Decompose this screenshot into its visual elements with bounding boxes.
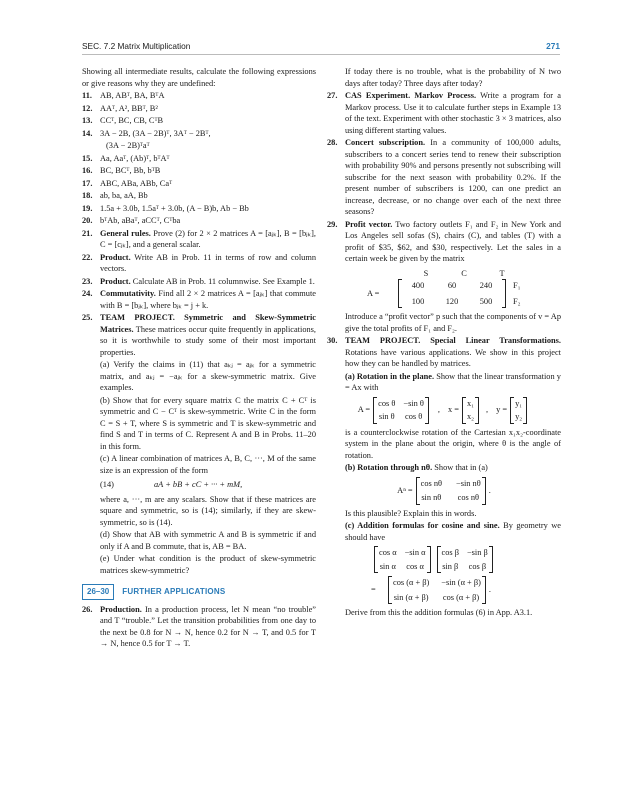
problem-30c: (c) Addition formulas for cosine and sine. By geometry we should have — [345, 521, 561, 542]
section-heading — [82, 584, 316, 600]
exercise-number: 20. — [82, 216, 93, 225]
problem-22: 22. Product. Write AB in Prob. 11 in terms of row and column vectors. — [82, 252, 316, 273]
problem-30a-cont: is a counterclockwise rotation of the Cartesian x₁x₂-coordinate system in the plane about the origin, where θ is the angle of rotation. — [345, 427, 561, 460]
exercise-item — [82, 190, 316, 202]
exercise-text: ABC, ABa, ABb, Caᵀ — [100, 178, 173, 188]
problem-30c-cont: Derive from this the addition formulas (6) in App. A3.1. — [345, 608, 533, 617]
left-column — [82, 66, 316, 651]
problem-25c-cont: where a, ···, m are any scalars. Show that if these matrices are square and symmetric, so is (14); similarly, if they are skew-symmetric, so is (14). — [100, 494, 316, 527]
problem-23: 23. Product. Calculate AB in Prob. 11 columnwise. See Example 1. — [82, 276, 315, 286]
exercise-text: ab, ba, aA, Bb — [100, 191, 148, 200]
problem-21: 21. General rules. Prove (2) for 2 × 2 matrices A = [aⱼₖ], B = [bⱼₖ], C = [cⱼₖ], and a general scalar. — [82, 228, 317, 249]
sales-matrix: S C T A = 400 60 240 100 120 500 F₁ F₂ — [367, 268, 561, 309]
exercise-item — [82, 115, 316, 127]
exercise-item — [82, 215, 316, 227]
problem-25d: (d) Show that AB with symmetric A and B is symmetric if and only if A and B commute, that is, AB = BA. — [100, 530, 316, 551]
exercise-number: 11. — [82, 91, 92, 100]
exercise-number: 17. — [82, 178, 93, 188]
exercise-text: AB, ABᵀ, BA, BᵀA — [100, 91, 165, 100]
problem-28: 28. Concert subscription. In a community of 100,000 adults, subscribers to a concert series tend to renew their subscription with probability 90% and persons presently not subscribing will subscribe for the next season with probability 0.2%. If the present number of subscribers is 1200, can one predict an increase, decrease, or no change over each of the next three seasons? — [327, 138, 561, 216]
running-header — [82, 40, 560, 55]
problem-30b-cont: Is this plausible? Explain this in words. — [345, 508, 477, 518]
problem-25a: (a) Verify the claims in (11) that aₖⱼ = aⱼₖ for a symmetric matrix, and aₖⱼ = −aⱼₖ for a skew-symmetric matrix. Give examples. — [100, 360, 316, 392]
exercise-item — [82, 178, 316, 190]
problem-25e: (e) Under what condition is the product of skew-symmetric matrices skew-symmetric? — [100, 554, 316, 575]
exercise-item — [82, 128, 316, 140]
problem-30a: (a) Rotation in the plane. Show that the linear transformation y = Ax with — [345, 371, 561, 392]
sales-matrix-body: 400 60 240 100 120 500 — [398, 279, 506, 308]
problem-27: 27. CAS Experiment. Markov Process. Write a program for a Markov process. Use it to calculate further steps in Example 13 of the text. Experiment with other stochastic 3 × 3 matrices, also using different starting values. — [327, 91, 561, 135]
exercise-number: 15. — [82, 153, 93, 163]
exercise-text: CCᵀ, BC, CB, CᵀB — [100, 116, 164, 125]
exercise-text: 1.5a + 3.0b, 1.5aᵀ + 3.0b, (A − B)b, Ab − Bb — [100, 203, 249, 213]
problem-30: 30. TEAM PROJECT. Special Linear Transformations. Rotations have various applications. We show in this project how they can be handled by matrices. — [327, 336, 561, 368]
exercise-item — [82, 140, 316, 152]
section-title: SEC. 7.2 Matrix Multiplication — [82, 41, 191, 51]
problem-26-cont: If today there is no trouble, what is the probability of N two days after today? Three days after today? — [345, 67, 561, 88]
rotation-equation: A = cos θ −sin θ sin θ cos θ , x = x₁ x₂ , y = y₁ y₂ — [327, 397, 561, 424]
problem-29: 29. Profit vector. Two factory outlets F₁ and F₂ in New York and Los Angeles sell sofas (S), chairs (C), and tables (T) with a profit of $35, $62, and $30, respectively. Let the sales in a certain week be given by the matrix — [327, 219, 561, 263]
exercise-number: 19. — [82, 203, 93, 213]
exercise-number: 14. — [82, 128, 93, 138]
exercise-item — [82, 153, 316, 165]
exercise-item — [82, 103, 316, 115]
problem-26: 26. Production. In a production process, let N mean “no trouble” and T “trouble.” Let the transition probabilities from one day to the next be 0.8 for N → N, hence 0.2 for N → T, and 0.5 for T → N, hence 0.5 for T → T. — [82, 604, 316, 648]
problem-25c: (c) A linear combination of matrices A, B, C, ···, M of the same size is an expression of the form — [100, 454, 316, 475]
exercise-text: AAᵀ, A², BBᵀ, B² — [100, 103, 158, 113]
exercise-number — [82, 140, 100, 152]
addition-equation: cos α −sin α sin α cos α cos β −sin β sin β cos β = cos (α + β) −sin (α + β) sin (α + β) cos (α + β) . — [371, 546, 561, 604]
rotation-n-matrix: cos nθ −sin nθ sin nθ cos nθ — [416, 477, 486, 505]
problem-30b: (b) Rotation through nθ. Show that in (a) — [345, 463, 488, 472]
sum-matrix: cos (α + β) −sin (α + β) sin (α + β) cos (α + β) — [388, 576, 486, 604]
alpha-matrix: cos α −sin α sin α cos α — [374, 546, 431, 573]
exercise-text: 3A − 2B, (3A − 2B)ᵀ, 3Aᵀ − 2Bᵀ, — [100, 128, 211, 138]
exercise-text: BC, BCᵀ, Bb, bᵀB — [100, 166, 161, 175]
problem-25b: (b) Show that for every square matrix C the matrix C + Cᵀ is symmetric and C − Cᵀ is skew-symmetric. Write C in the form C = S + T, where S is symmetric and T is skew-symmetric and find S and T in terms of C. Represent A and B in Probs. 11–20 in this form. — [100, 395, 316, 451]
sales-matrix-col-headers: S C T — [423, 268, 505, 278]
rotation-matrix: cos θ −sin θ sin θ cos θ — [373, 397, 429, 424]
exercise-text: (3A − 2B)ᵀaᵀ — [106, 141, 150, 150]
exercise-number: 13. — [82, 116, 93, 125]
exercise-number: 12. — [82, 103, 93, 113]
exercise-text: bᵀAb, aBaᵀ, aCCᵀ, Cᵀba — [100, 216, 181, 225]
exercise-item — [82, 90, 316, 102]
section-title-further: FURTHER APPLICATIONS — [122, 587, 226, 596]
sales-matrix-row-labels: F₁ F₂ — [513, 281, 521, 306]
equation-14: (14) aA + bB + cC + ··· + mM, — [100, 480, 243, 489]
right-column — [327, 66, 561, 620]
exercise-text: Aa, Aaᵀ, (Ab)ᵀ, bᵀAᵀ — [100, 153, 170, 163]
intro-text: Showing all intermediate results, calculate the following expressions or give reasons why they are undefined: — [82, 67, 316, 88]
page-number: 271 — [546, 41, 560, 51]
x-vector: x₁ x₂ — [462, 397, 479, 424]
y-vector: y₁ y₂ — [510, 397, 527, 424]
exercise-item — [82, 203, 316, 215]
rotation-n-equation: Aⁿ = cos nθ −sin nθ sin nθ cos nθ . — [327, 477, 561, 505]
exercise-number: 16. — [82, 166, 93, 175]
beta-matrix: cos β −sin β sin β cos β — [437, 546, 493, 573]
section-range: 26–30 — [82, 584, 114, 600]
exercise-number: 18. — [82, 191, 93, 200]
problem-24: 24. Commutativity. Find all 2 × 2 matrices A = [aⱼₖ] that commute with B = [bⱼₖ], where bⱼₖ = j + k. — [82, 289, 316, 310]
problem-29-cont: Introduce a “profit vector” p such that the components of v = Ap give the total profits of F₁ and F₂. — [345, 312, 561, 333]
problem-25: 25. TEAM PROJECT. Symmetric and Skew-Symmetric Matrices. These matrices occur quite frequently in applications, so it is worthwhile to study some of their most important properties. — [82, 313, 316, 357]
exercise-item — [82, 165, 316, 177]
exercise-list — [82, 90, 316, 227]
